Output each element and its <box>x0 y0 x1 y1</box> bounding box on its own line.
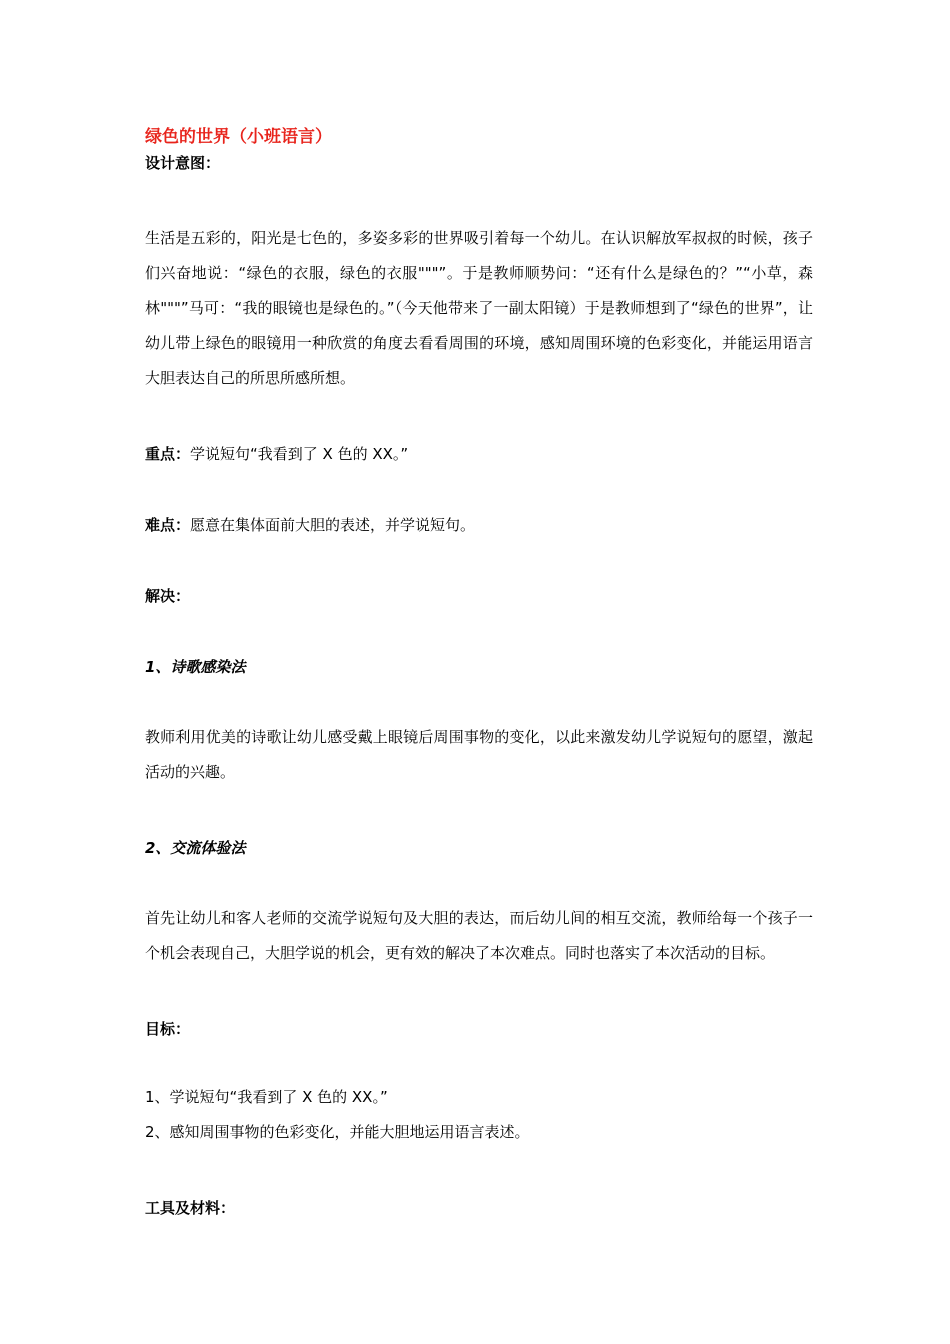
goal-item: 1、学说短句“我看到了 X 色的 XX。” <box>145 1088 388 1106</box>
method-title: 1、诗歌感染法 <box>145 658 246 676</box>
key-point-text: 学说短句“我看到了 X 色的 XX。” <box>190 445 409 463</box>
difficulty-text: 愿意在集体面前大胆的表述，并学说短句。 <box>190 516 476 534</box>
design-intent-paragraph: 生活是五彩的，阳光是七色的，多姿多彩的世界吸引着每一个幼儿。在认识解放军叔叔的时候，孩子们兴奋地说：“绿色的衣服，绿色的衣服"""”。于是教师顺势问：“还有什么是绿色的？”“小草，森林"""”马可：“我的眼镜也是绿色的。”（今天他带来了一副太阳镜）于是教师想到了“绿色的世界”，让幼儿带上绿色的眼镜用一种欣赏的角度去看看周围的环境，感知周围环境的色彩变化，并能运用语言大胆表达自己的所思所感所想。 <box>145 229 813 387</box>
goals-heading: 目标： <box>145 1020 191 1038</box>
solution-heading: 解决： <box>145 587 191 605</box>
key-point-label: 重点： <box>145 445 191 463</box>
method-title: 2、交流体验法 <box>145 839 246 857</box>
goal-item: 2、感知周围事物的色彩变化，并能大胆地运用语言表述。 <box>145 1123 530 1141</box>
difficulty-line <box>145 512 813 538</box>
document-title: 绿色的世界（小班语言） <box>145 127 332 147</box>
design-intent-heading: 设计意图： <box>145 154 221 172</box>
method-paragraph: 首先让幼儿和客人老师的交流学说短句及大胆的表达，而后幼儿间的相互交流，教师给每一个孩子一个机会表现自己，大胆学说的机会，更有效的解决了本次难点。同时也落实了本次活动的目标。 <box>145 909 813 962</box>
materials-heading: 工具及材料： <box>145 1199 236 1217</box>
key-point-line <box>145 441 813 467</box>
method-paragraph: 教师利用优美的诗歌让幼儿感受戴上眼镜后周围事物的变化，以此来激发幼儿学说短句的愿望，激起活动的兴趣。 <box>145 728 813 781</box>
difficulty-label: 难点： <box>145 516 191 534</box>
document-body <box>145 124 813 1221</box>
